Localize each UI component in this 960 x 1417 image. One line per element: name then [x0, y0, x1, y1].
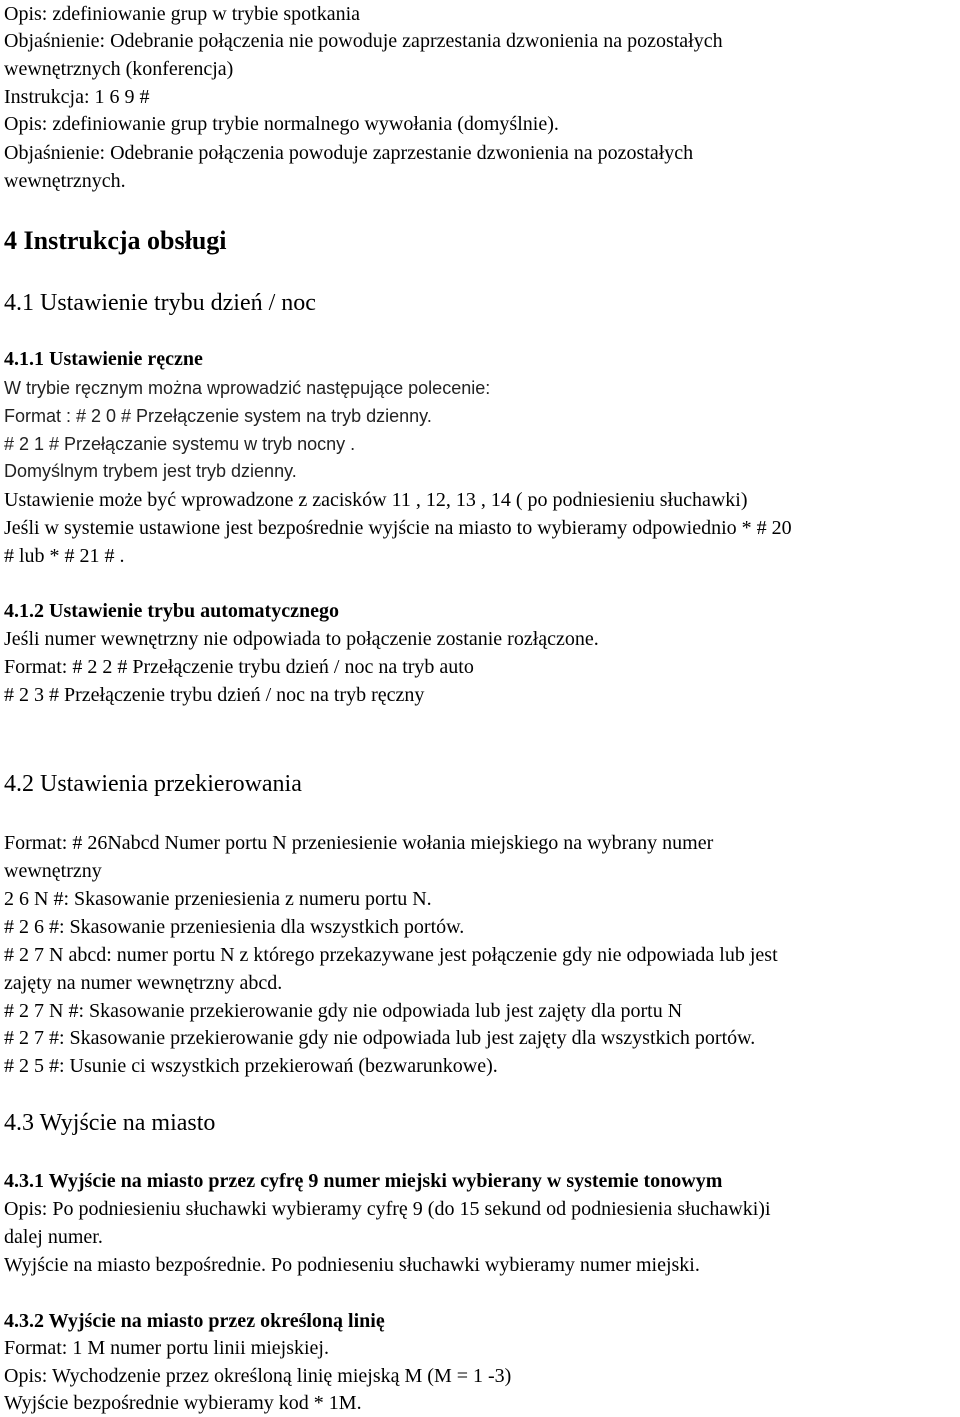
paragraph-line: Jeśli numer wewnętrzny nie odpowiada to połączenie zostanie rozłączone. [4, 628, 599, 650]
paragraph-line: Format : # 2 0 # Przełączenie system na tryb dzienny. [4, 406, 432, 426]
paragraph-line: Format: # 26Nabcd Numer portu N przeniesienie wołania miejskiego na wybrany numer [4, 832, 714, 854]
paragraph-line: # 2 7 N #: Skasowanie przekierowanie gdy nie odpowiada lub jest zajęty dla portu N [4, 1000, 683, 1022]
paragraph-line: dalej numer. [4, 1226, 103, 1248]
paragraph-line: # 2 7 #: Skasowanie przekierowanie gdy nie odpowiada lub jest zajęty dla wszystkich portów. [4, 1027, 756, 1049]
paragraph-line: Wyjście na miasto bezpośrednie. Po podnieseniu słuchawki wybieramy numer miejski. [4, 1254, 700, 1276]
subsection-heading: 4.3.1 Wyjście na miasto przez cyfrę 9 numer miejski wybierany w systemie tonowym [4, 1170, 723, 1192]
paragraph-line: wewnętrzny [4, 860, 102, 882]
paragraph-line: Ustawienie może być wprowadzone z zacisków 11 , 12, 13 , 14 ( po podniesieniu słuchawki) [4, 489, 748, 511]
section-heading: 4.2 Ustawienia przekierowania [4, 771, 302, 797]
paragraph-line: zajęty na numer wewnętrzny abcd. [4, 972, 283, 994]
paragraph-line: Format: # 2 2 # Przełączenie trybu dzień / noc na tryb auto [4, 656, 474, 678]
paragraph-line: wewnętrznych (konferencja) [4, 58, 234, 80]
section-heading: 4.1 Ustawienie trybu dzień / noc [4, 290, 316, 316]
paragraph-line: Domyślnym trybem jest tryb dzienny. [4, 461, 297, 481]
paragraph-line: Opis: zdefiniowanie grup trybie normalnego wywołania (domyślnie). [4, 113, 559, 135]
subsection-heading: 4.1.1 Ustawienie ręczne [4, 348, 203, 370]
paragraph-line: # 2 3 # Przełączenie trybu dzień / noc na tryb ręczny [4, 684, 425, 706]
paragraph-line: # 2 1 # Przełączanie systemu w tryb nocny . [4, 434, 356, 454]
paragraph-line: 2 6 N #: Skasowanie przeniesienia z numeru portu N. [4, 888, 432, 910]
paragraph-line: wewnętrznych. [4, 170, 126, 192]
paragraph-line: # lub * # 21 # . [4, 545, 125, 567]
paragraph-line: Jeśli w systemie ustawione jest bezpośrednie wyjście na miasto to wybieramy odpowiednio * # 20 [4, 517, 792, 539]
paragraph-line: Objaśnienie: Odebranie połączenia nie powoduje zaprzestania dzwonienia na pozostałych [4, 30, 723, 52]
section-heading: 4.3 Wyjście na miasto [4, 1110, 216, 1136]
paragraph-line: W trybie ręcznym można wprowadzić następujące polecenie: [4, 378, 491, 398]
paragraph-line: Opis: Wychodzenie przez określoną linię miejską M (M = 1 -3) [4, 1365, 512, 1387]
chapter-heading: 4 Instrukcja obsługi [4, 226, 227, 255]
subsection-heading: 4.1.2 Ustawienie trybu automatycznego [4, 600, 339, 622]
paragraph-line: Opis: Po podniesieniu słuchawki wybieramy cyfrę 9 (do 15 sekund od podniesienia słuchawki)i [4, 1198, 771, 1220]
paragraph-line: Wyjście bezpośrednie wybieramy kod * 1M. [4, 1392, 362, 1414]
paragraph-line: Format: 1 M numer portu linii miejskiej. [4, 1337, 329, 1359]
paragraph-line: Opis: zdefiniowanie grup w trybie spotkania [4, 3, 361, 25]
paragraph-line: Objaśnienie: Odebranie połączenia powoduje zaprzestanie dzwonienia na pozostałych [4, 142, 694, 164]
subsection-heading: 4.3.2 Wyjście na miasto przez określoną linię [4, 1310, 385, 1332]
paragraph-line: # 2 5 #: Usunie ci wszystkich przekierowań (bezwarunkowe). [4, 1055, 498, 1077]
paragraph-line: # 2 6 #: Skasowanie przeniesienia dla wszystkich portów. [4, 916, 465, 938]
paragraph-line: Instrukcja: 1 6 9 # [4, 86, 150, 108]
paragraph-line: # 2 7 N abcd: numer portu N z którego przekazywane jest połączenie gdy nie odpowiada lub jest [4, 944, 778, 966]
